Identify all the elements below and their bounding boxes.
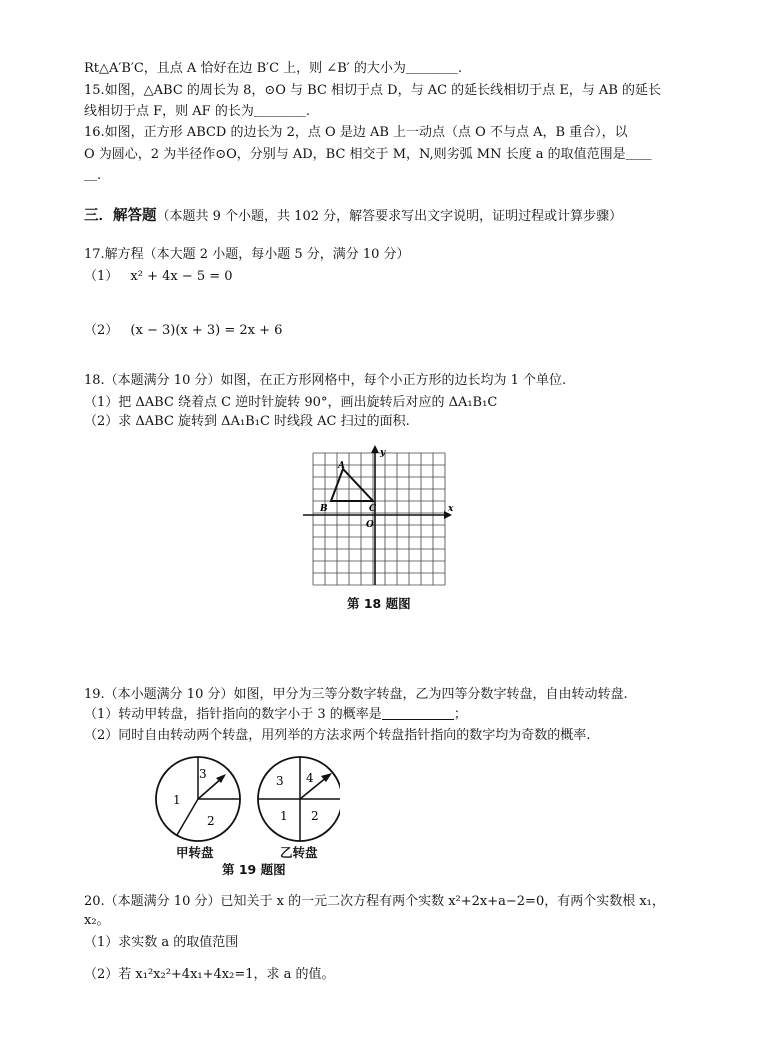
q16-line1: 16.如图，正方形 ABCD 的边长为 2，点 O 是边 AB 上一动点（点 O 不与点 A，B 重合），以: [84, 125, 628, 140]
jia-number: 2: [207, 814, 215, 828]
jia-number: 3: [199, 767, 207, 781]
yi-number: 1: [280, 809, 288, 823]
q19-part1-prefix: （1）转动甲转盘，指针指向的数字小于 3 的概率是: [84, 707, 382, 722]
section-heading: [84, 204, 622, 225]
q18-part1: （1）把 ΔABC 绕着点 C 逆时针旋转 90°，画出旋转后对应的 ΔA₁B₁C: [84, 395, 498, 410]
q20-part2: （2）若 x₁²x₂²+4x₁+4x₂=1，求 a 的值。: [84, 967, 335, 982]
label-b: B: [320, 504, 328, 514]
q15-line1: 15.如图，△ABC 的周长为 8，⊙O 与 BC 相切于点 D，与 AC 的延长线相切于点 E，与 AB 的延长: [84, 83, 662, 98]
label-x: x: [448, 504, 454, 514]
q17-part1: [84, 268, 233, 286]
q15-line2: 线相切于点 F，则 AF 的长为＿＿＿＿.: [84, 104, 310, 119]
q17-part2-label: （2）: [84, 323, 119, 338]
section-title: 三．解答题: [84, 207, 157, 224]
q14-text: Rt△A′B′C，且点 A 恰好在边 B′C 上，则 ∠B′ 的大小为＿＿＿＿.: [84, 61, 462, 76]
jia-number: 1: [173, 793, 181, 807]
q19-title: 19.（本小题满分 10 分）如图，甲分为三等分数字转盘，乙为四等分数字转盘，自由转动转盘.: [84, 687, 628, 702]
yi-number: 4: [306, 771, 314, 785]
q16-line3: ＿.: [84, 168, 102, 183]
q18-figure-caption: 第 18 题图: [347, 596, 411, 611]
grid-lines: [313, 453, 445, 585]
yi-number: 3: [276, 774, 284, 788]
q18-title: 18.（本题满分 10 分）如图，在正方形网格中，每个小正方形的边长均为 1 个单位.: [84, 373, 567, 388]
q17-part1-equation: x² + 4x − 5 = 0: [130, 269, 233, 284]
q19-figure-caption: 第 19 题图: [222, 862, 286, 877]
yi-spinner: [258, 757, 340, 841]
q16-line2: O 为圆心，2 为半径作⊙O，分别与 AD，BC 相交于 M，N,则劣弧 MN 长度 a 的取值范围是＿＿: [84, 147, 652, 162]
q20-part1: （1）求实数 a 的取值范围: [84, 935, 239, 950]
section-desc: （本题共 9 个小题，共 102 分，解答要求写出文字说明，证明过程或计算步骤）: [156, 209, 623, 224]
q19-part2: （2）同时自由转动两个转盘，用列举的方法求两个转盘指针指向的数字均为奇数的概率.: [84, 728, 591, 743]
yi-spinner-label: 乙转盘: [280, 845, 318, 860]
q17-part2-equation: (x − 3)(x + 3) = 2x + 6: [130, 323, 283, 338]
yi-number: 2: [311, 809, 319, 823]
q18-part2: （2）求 ΔABC 旋转到 ΔA₁B₁C 时线段 AC 扫过的面积.: [84, 414, 410, 429]
q20-line1: 20.（本题满分 10 分）已知关于 x 的一元二次方程有两个实数 x²+2x+a−2=0，有两个实数根 x₁，: [84, 894, 665, 909]
q19-part1: [84, 706, 467, 724]
q20-line2: x₂。: [84, 913, 110, 928]
jia-spinner: [156, 757, 240, 841]
jia-spinner-label: 甲转盘: [176, 845, 214, 860]
answer-blank[interactable]: [382, 706, 454, 720]
q17-title: 17.解方程（本大题 2 小题，每小题 5 分，满分 10 分）: [84, 247, 410, 262]
label-a: A: [338, 461, 345, 471]
q18-grid-figure: [300, 445, 460, 595]
label-y: y: [380, 448, 386, 458]
q19-part1-suffix: ；: [453, 707, 467, 722]
label-o: O: [366, 520, 374, 530]
q17-part1-label: （1）: [84, 269, 119, 284]
label-c: C: [369, 504, 377, 514]
y-axis-arrow: [371, 445, 379, 453]
q17-part2: [84, 322, 282, 340]
